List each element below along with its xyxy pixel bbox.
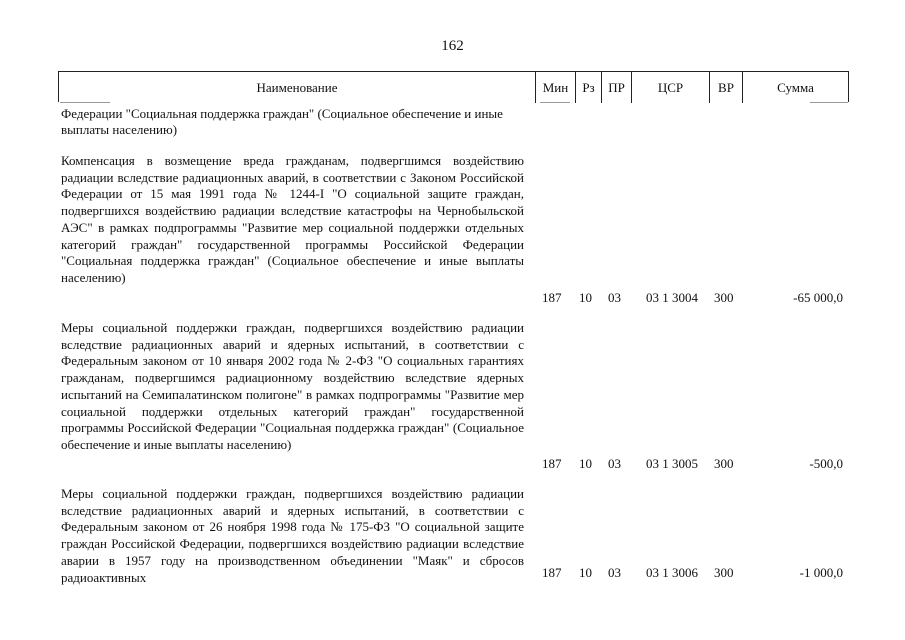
cell-vr: 300 xyxy=(714,456,734,471)
cell-sum: -500,0 xyxy=(809,456,843,471)
cell-pr: 03 xyxy=(608,565,621,580)
cell-rz: 10 xyxy=(579,565,592,580)
table-row-name: Меры социальной поддержки граждан, подвергшихся воздействию радиации вследствие радиационных аварий и ядерных испытаний, в соответствии с Федеральным законом от 10 января 2002 года № 2-ФЗ "О социальных гарантиях гражданам, подвергшимся радиационному воздействию вследствие ядерных испытаний на Семипалатинском полигоне" в рамках подпрограммы "Развитие мер социальной поддержки отдельных категорий граждан" государственной программы Российской Федерации "Социальная поддержка граждан" (Социальное обеспечение и иные выплаты населению) xyxy=(61,320,524,452)
column-header-vr: ВР xyxy=(709,72,742,103)
cell-pr: 03 xyxy=(608,456,621,471)
table-row-name: Меры социальной поддержки граждан, подвергшихся воздействию радиации вследствие радиационных аварий и ядерных испытаний, в соответствии с Федеральным законом от 26 ноября 1998 года № 175-ФЗ "О социальной защите граждан Российской Федерации, подвергшихся воздействию радиации вследствие аварии в 1957 году на производственном объединении "Маяк" и сбросов радиоактивных xyxy=(61,486,524,585)
table-row-name: Компенсация в возмещение вреда гражданам, подвергшимся воздействию радиации вследствие радиационных аварий, в соответствии с Законом Российской Федерации от 15 мая 1991 года № 1244-I "О социальной защите граждан, подвергшихся воздействию радиации вследствие катастрофы на Чернобыльской АЭС" в рамках подпрограммы "Развитие мер социальной поддержки отдельных категорий граждан" государственной программы Российской Федерации "Социальная поддержка граждан" (Социальное обеспечение и иные выплаты населению) xyxy=(61,153,524,285)
column-header-csr: ЦСР xyxy=(631,72,709,103)
cell-rz: 10 xyxy=(579,290,592,305)
header-underline-fragment xyxy=(810,102,848,103)
cell-vr: 300 xyxy=(714,565,734,580)
cell-csr: 03 1 3006 xyxy=(646,565,698,580)
cell-sum: -1 000,0 xyxy=(799,565,843,580)
cell-csr: 03 1 3004 xyxy=(646,290,698,305)
cell-vr: 300 xyxy=(714,290,734,305)
header-underline-fragment xyxy=(60,102,110,103)
column-header-rz: Рз xyxy=(575,72,601,103)
continuation-text: Федерации "Социальная поддержка граждан" (Социальное обеспечение и иные выплаты населению) xyxy=(61,106,503,137)
page-number: 162 xyxy=(441,38,464,54)
cell-pr: 03 xyxy=(608,290,621,305)
column-header-pr: ПР xyxy=(601,72,631,103)
header-underline-fragment xyxy=(540,102,570,103)
cell-csr: 03 1 3005 xyxy=(646,456,698,471)
column-header-sum: Сумма xyxy=(742,72,848,103)
cell-min: 187 xyxy=(542,565,562,580)
column-header-min: Мин xyxy=(535,72,575,103)
cell-min: 187 xyxy=(542,456,562,471)
cell-sum: -65 000,0 xyxy=(793,290,843,305)
cell-rz: 10 xyxy=(579,456,592,471)
cell-min: 187 xyxy=(542,290,562,305)
column-header-name: Наименование xyxy=(256,80,338,95)
table-header xyxy=(58,71,849,102)
